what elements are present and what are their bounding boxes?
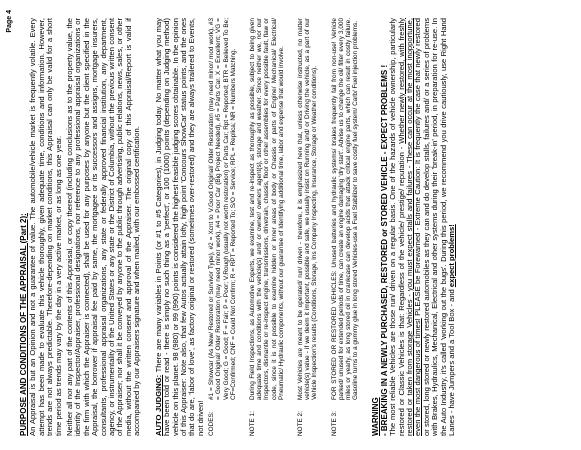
warning-text-1: The most reliable Vehicles are those run/ driven on a regular basis. One of the hazards of vehicle ownership, particularly restored or Classic Vehicles is that: Regardless of the vehicle/ prestige/ reputation - — [388, 18, 406, 436]
codes-row — [208, 18, 237, 436]
warning-subtitle: - BREAKING IN A NEWLY PURCHASED, RESTORED or STORED VEHICLE - EXPECT PROBLEMS ! — [379, 64, 389, 436]
warning-text-2: Whether newly restored, with freshly restored or taken from storage Vehicles - you must expect stalls and failures - These can occur at the most inopportune, even the most dangerous of times! — [396, 18, 423, 436]
auto-judging-title: AUTO JUDGING: — [153, 374, 163, 436]
purpose-title: PURPOSE AND CONDITIONS OF THE APPRAISAL (Part 2): — [19, 213, 28, 436]
note-3-text: FOR STORED OR RESTORED VEHICLES: Unused batteries and hydraulic systems/ brakes frequently fail from non-use! Vehicle parked/ unused for extended periods of time, can create an engine damaging 'dry start'. Advise us to change the oil/ filter every 3,000 miles or yearly, as long stored oil in crankcase can develop acids that attack critical engine parts, which can result in costly failure. Gasoline turns to a gummy glue in long stored Vehicles-use a Fuel Stabilizer to save costly fuel system/ Carb/ Fuel injection problems. — [330, 18, 360, 400]
codes-text: #1 = Showcar (As New/ Restored or Survivor Type), #2 = Xcnt to V.Good Original/ Older Restoration (may need minor/ mod work), #3 = Good Original/ Older Restoration (may need minor work), #4 = Poor Car (Big Project Needed), #5 = Parts Car. X = Excellent; VG = Very Good; G = Good; F = Fair; P = Poor; V.Rough (usually not worth restoration) or Parts Car; Rpt = Reported; BTR = Believed To Be; CF=Confirmed; CNF = Could Not Confirm; R = RPT = Reported To; S/O = Service; RPL = Replica; NR = Numbers Matching. — [208, 18, 237, 400]
purpose-paragraph-1: An Appraisal is but an Opinion and not a guarantee of value. The automobile/vehicle market is frequently volatile. Every attempt has been made to evaluate this vehicle thoroughly, given adequate time, conditions and information. However, trends are not always predictable. Therefore-depending on market conditions, this Appraisal can only be valid for a short time period as trends may vary by the day in a very active market, or as long as one year. — [28, 18, 63, 436]
warning-text-4: expect problems! — [447, 224, 457, 288]
codes-label: CODES: — [208, 411, 216, 436]
auto-judging-section — [155, 18, 205, 436]
warning-text-3: PLEASE be Forewarned - Extreme Caution: It is frequently the case that newly restored or stored, long stored or newly restored automobiles as they can and do develop stalls, failures and/ or a series of problems with Brakes, Hydraulics, Mechanical, Electrical and other systems during their 'break-in' period, in preparation for re-use. In the Auto Industry, it's called 'working out the bugs'. During this period, we recommend you drive cautiously, use Right Hand Lanes - have Jumpers and a Tool Box - and — [413, 18, 457, 436]
warning-text — [389, 18, 456, 436]
warning-title: WARNING — [371, 397, 381, 436]
note-2-label: NOTE 2: — [296, 411, 304, 436]
note-1-row — [249, 18, 285, 436]
note-2-text: Most Vehicles are meant to be operated/ run/ driven - therefore, it is emphasized here that, unless otherwise instructed, no matter vehicle(s) value - if we deem it important, possible and safe, we usually insist on Running and/ or Driving the vehicle, as a part of our Vehicle Inspection's results (Conditions, Storage, Ins Company Inspecting, Insurance, Storage or Weather conditions). — [296, 18, 319, 400]
note-3-row — [331, 18, 360, 436]
note-1-label: NOTE 1: — [248, 411, 256, 436]
purpose-paragraph-2: Neither all nor any part of the contents of this Appraisal, or copy thereof (including conclusions as to the property value, the identity of the Inspector/Appraiser, professional designations, nor reference to any professional appraisal organizations or the firm with which the Appraiser is connected), shall be used for any purposes by anyone but the client specified in the Appraisal, the borrower if appraisal fee paid by same, the mortgagee or its successors and assigns, mortgage insurers, consultants, professional appraisal organizations, any state or federally approved financial institution, any department, agency, or instrumentality of the United States or any state or the District of Columbia, without the previous written consent of the Appraiser; nor shall it be conveyed by anyone to the public through advertising, public relations, news, sales, or other media, without the written consent and approval of the Appraiser. The original copy of this Appraisal/Report is valid if accompanied by our Appraisers signature and when mailed, with our embossed certification. — [65, 18, 142, 436]
auto-judging-text: There are many variables in Points (or #1 to #5 Categories), in Judging today. No matter what you may have been told or read - there is simply no such thing as a 'perfect', or 100 (1000) points (depending on Judging method) vehicle on this planet. 98 (980) or 99 (990) points is considered the highest feasible judging scores obtainable. In the opinion of this Appraiser: Note also, that few Autos actually attain lofty, high point 'Concours ShowCar' status points, and the ones that do are, 'labor of love', as factory original or restored (sometimes over-restored) and they are always trailered to Events, not driven! — [153, 17, 205, 436]
page-number: Page 4 — [6, 10, 13, 33]
note-1-text: During Field Inspections, as Automotive Experts, we examine, test and re-inspect as thoroughly as possible, subject to being given adequate time and conditions with the vehicle(s) and/ or owner/ owners agent(s), storage and weather. Since neither we, nor our Inspectors, dismantle or re-inspect engine, transmissions, drivetrain, chassis, floor or other assemblies for every possible fault, flaw or code, since it is not possible to examine hidden or inner areas of body or Chassis or parts of Engine/ Mechanical/ Electrical/ Pneumatic/ Hydraulic components, without our guarantee of Identifying additional time, labor and expense that would involve. — [248, 18, 285, 400]
note-2-row — [297, 18, 319, 436]
note-3-label: NOTE 3: — [330, 411, 338, 436]
